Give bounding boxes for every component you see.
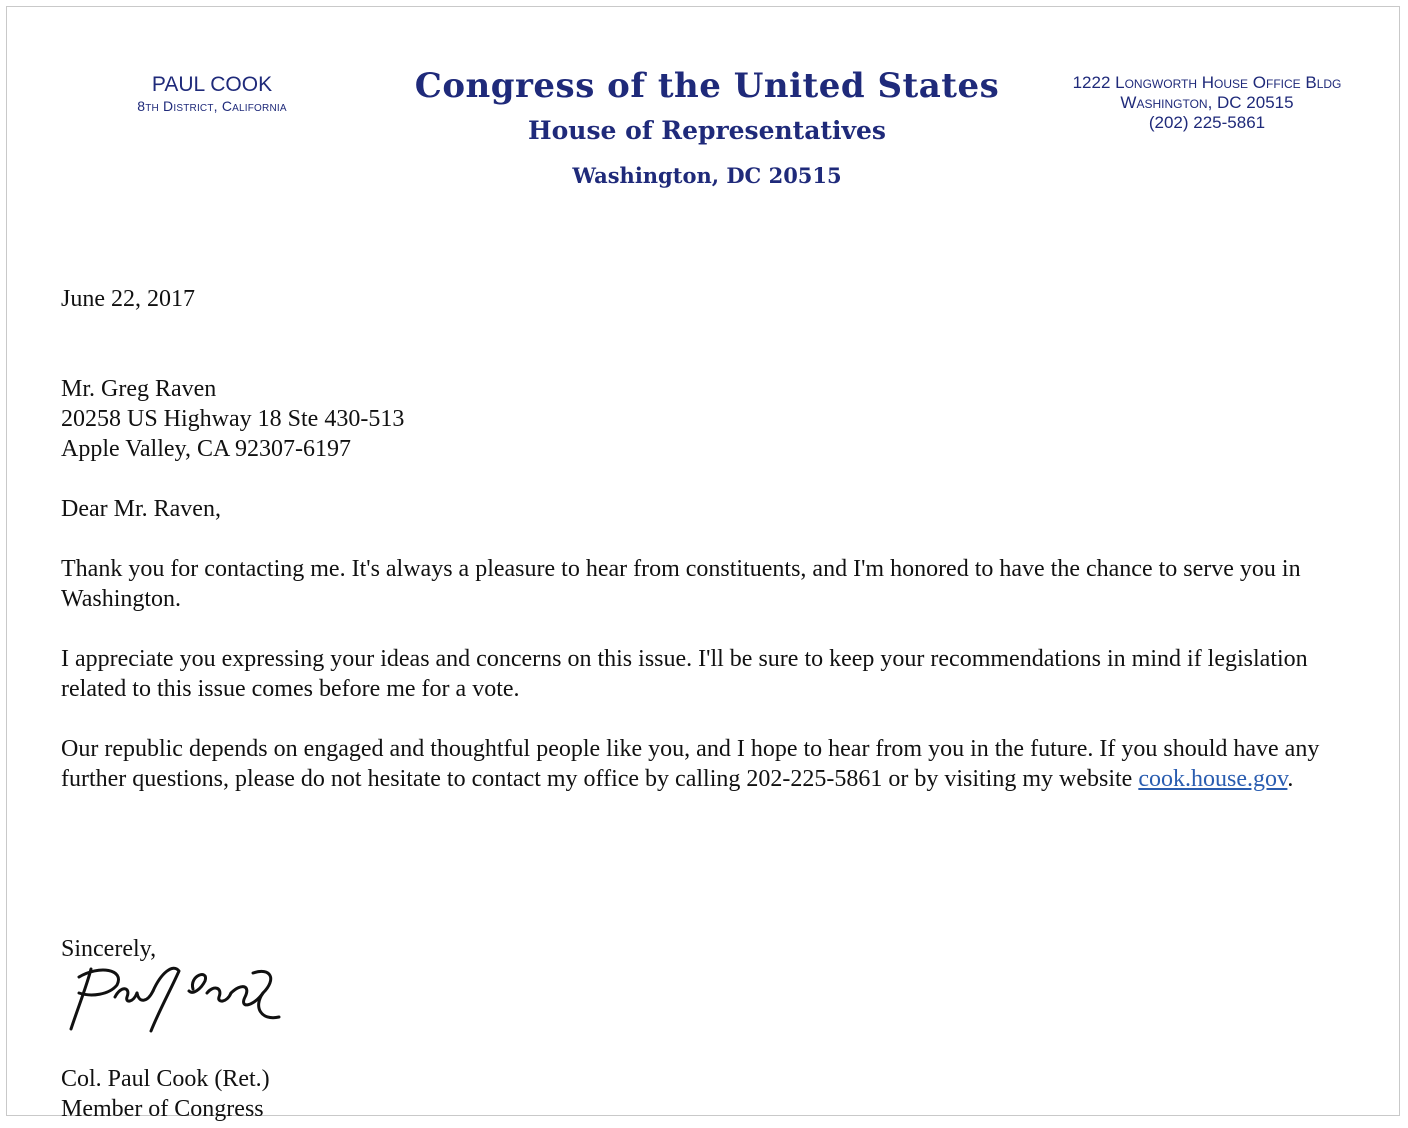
closing: Sincerely, (61, 936, 157, 962)
recipient-street: 20258 US Highway 18 Ste 430-513 (61, 406, 405, 432)
signer-name: Col. Paul Cook (Ret.) (61, 1066, 270, 1092)
recipient-address (61, 374, 404, 464)
signature (57, 959, 287, 1037)
office-phone: (202) 225-5861 (1148, 113, 1266, 132)
office-address-line1: 1222 Longworth House Office Bldg (1072, 73, 1342, 92)
letterhead-house-title: House of Representatives (528, 116, 886, 145)
paragraph-3-text: Our republic depends on engaged and thoughtful people like you, and I hope to hear from you in the future. If you should have any further questions, please do not hesitate to contact my office by calling 202-225-5861 or by visiting my website (61, 736, 1320, 792)
letterhead-congress-title: Congress of the United States (414, 66, 1000, 106)
paragraph-3-period: . (1287, 766, 1294, 792)
letterhead-title-block (407, 63, 1007, 199)
recipient-city: Apple Valley, CA 92307-6197 (61, 436, 351, 462)
member-name: PAUL COOK (151, 73, 273, 96)
recipient-name: Mr. Greg Raven (61, 376, 217, 402)
letterhead-city: Washington, DC 20515 (572, 163, 842, 188)
website-link[interactable]: cook.house.gov (1138, 766, 1288, 792)
body-paragraph-3 (61, 734, 1361, 794)
letter-page (6, 6, 1400, 1122)
letter-date: June 22, 2017 (61, 286, 195, 312)
body-paragraph-1: Thank you for contacting me. It's always a pleasure to hear from constituents, and I'm honored to have the chance to serve you in Washington. (61, 556, 1301, 612)
member-district: 8th District, California (137, 98, 287, 114)
salutation: Dear Mr. Raven, (61, 496, 221, 522)
office-address-line2: Washington, DC 20515 (1120, 93, 1294, 112)
signer-title: Member of Congress (61, 1096, 264, 1122)
signer-block (61, 1064, 270, 1124)
body-paragraph-2: I appreciate you expressing your ideas and concerns on this issue. I'll be sure to keep your recommendations in mind if legislation related to this issue comes before me for a vote. (61, 646, 1308, 702)
letterhead-member-block (77, 73, 347, 115)
letterhead-office-block (1047, 73, 1367, 133)
